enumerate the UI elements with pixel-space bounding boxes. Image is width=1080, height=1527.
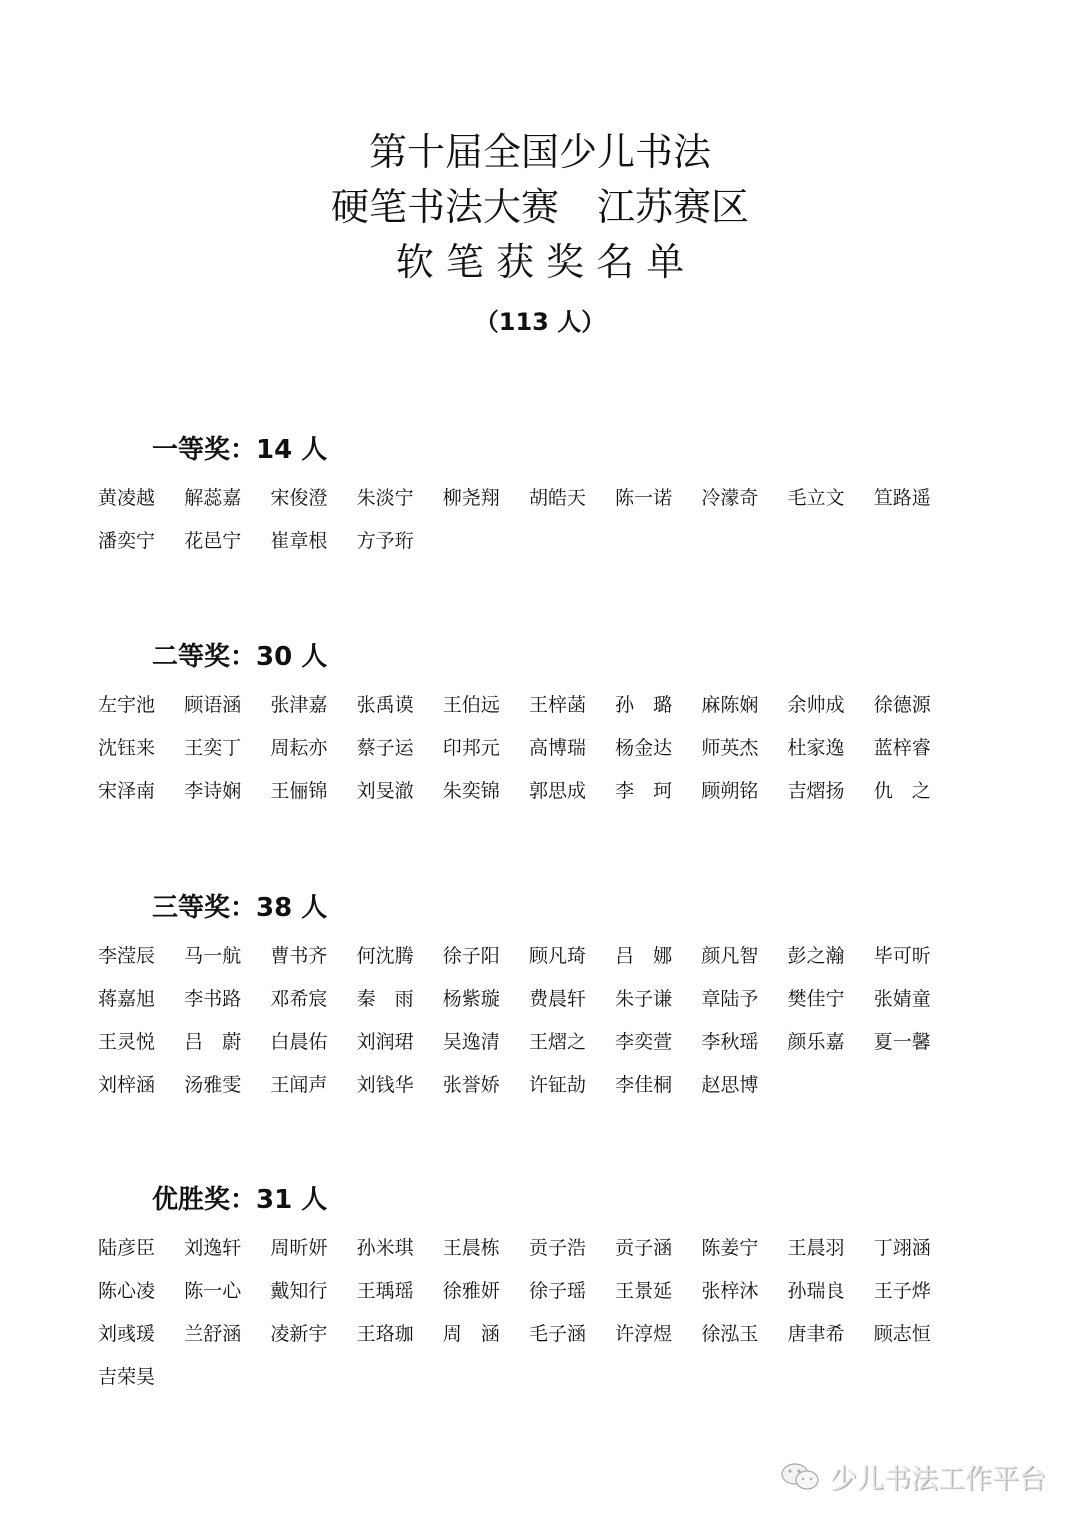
section-heading: 三等奖：38 人 <box>152 893 328 923</box>
name-list <box>98 486 998 572</box>
title-line-1: 第十届全国少儿书法 <box>368 130 711 174</box>
winner-name: 吕 娜 <box>615 945 673 967</box>
winner-name: 吕 蔚 <box>184 1031 242 1053</box>
winner-name: 李书路 <box>184 988 242 1010</box>
winner-name: 许淳煜 <box>615 1323 673 1345</box>
name-row <box>98 779 998 822</box>
winner-name: 顾志恒 <box>873 1323 931 1345</box>
name-row <box>98 486 998 529</box>
winner-name: 蒋嘉旭 <box>98 988 156 1010</box>
title-line-2: 硬笔书法大赛 江苏赛区 <box>330 185 749 229</box>
winner-name: 彭之瀚 <box>787 945 845 967</box>
winner-name: 潘奕宁 <box>98 530 156 552</box>
winner-name: 刘梓涵 <box>98 1074 156 1096</box>
winner-name: 徐德源 <box>873 694 931 716</box>
winner-name: 顾语涵 <box>184 694 242 716</box>
name-row <box>98 693 998 736</box>
winner-name: 吉荣昊 <box>98 1366 156 1388</box>
winner-name: 王奕丁 <box>184 737 242 759</box>
winner-name: 何沈腾 <box>356 945 414 967</box>
winner-name: 王景延 <box>615 1280 673 1302</box>
winner-name: 师英杰 <box>701 737 759 759</box>
winner-name: 张津嘉 <box>270 694 328 716</box>
winner-name: 宋俊澄 <box>270 487 328 509</box>
winner-name: 李佳桐 <box>615 1074 673 1096</box>
winner-name: 贡子浩 <box>528 1237 586 1259</box>
winner-name: 王梓菡 <box>528 694 586 716</box>
name-row <box>98 529 998 572</box>
winner-name: 徐子阳 <box>442 945 500 967</box>
winner-name: 花邑宁 <box>184 530 242 552</box>
winner-name: 刘旻澈 <box>356 780 414 802</box>
title-line-3: 软 笔 获 奖 名 单 <box>395 240 685 284</box>
winner-name: 朱奕锦 <box>442 780 500 802</box>
winner-name: 印邦元 <box>442 737 500 759</box>
winner-name: 王熠之 <box>528 1031 586 1053</box>
winner-name: 郭思成 <box>528 780 586 802</box>
winner-name: 孙 璐 <box>615 694 673 716</box>
winner-name: 黄凌越 <box>98 487 156 509</box>
winner-name: 孙瑞良 <box>787 1280 845 1302</box>
winner-name: 戴知行 <box>270 1280 328 1302</box>
winner-name: 刘彧瑗 <box>98 1323 156 1345</box>
winner-name: 颜乐嘉 <box>787 1031 845 1053</box>
winner-name: 曹书齐 <box>270 945 328 967</box>
winner-name: 白晨佑 <box>270 1031 328 1053</box>
winner-name: 张梓沐 <box>701 1280 759 1302</box>
winner-name: 高博瑞 <box>528 737 586 759</box>
winner-name: 樊佳宁 <box>787 988 845 1010</box>
winner-name: 冷濛奇 <box>701 487 759 509</box>
winner-name: 胡皓天 <box>528 487 586 509</box>
winner-name: 宋泽南 <box>98 780 156 802</box>
winner-name: 刘钱华 <box>356 1074 414 1096</box>
winner-name: 章陆予 <box>701 988 759 1010</box>
winner-name: 李诗娴 <box>184 780 242 802</box>
winner-name: 夏一馨 <box>873 1031 931 1053</box>
winner-name: 刘逸轩 <box>184 1237 242 1259</box>
winner-name: 柳尧翔 <box>442 487 500 509</box>
winner-name: 麻陈娴 <box>701 694 759 716</box>
winner-name: 许钲劼 <box>528 1074 586 1096</box>
winner-name: 笪路遥 <box>873 487 931 509</box>
winner-name: 毛子涵 <box>528 1323 586 1345</box>
winner-name: 张禹谟 <box>356 694 414 716</box>
winner-name: 毛立文 <box>787 487 845 509</box>
winner-name: 王晨羽 <box>787 1237 845 1259</box>
winner-name: 顾朔铭 <box>701 780 759 802</box>
winner-name: 赵思博 <box>701 1074 759 1096</box>
winner-name: 顾凡琦 <box>528 945 586 967</box>
winner-name: 崔章根 <box>270 530 328 552</box>
winner-name: 孙米琪 <box>356 1237 414 1259</box>
winner-name: 汤雅雯 <box>184 1074 242 1096</box>
winner-name: 杨金达 <box>615 737 673 759</box>
winner-name: 张誉娇 <box>442 1074 500 1096</box>
name-list <box>98 1236 998 1408</box>
winner-name: 左宇池 <box>98 694 156 716</box>
winner-name: 陆彦臣 <box>98 1237 156 1259</box>
winner-name: 张婧童 <box>873 988 931 1010</box>
winner-name: 丁翊涵 <box>873 1237 931 1259</box>
section-heading: 优胜奖：31 人 <box>152 1185 328 1215</box>
winner-name: 刘润珺 <box>356 1031 414 1053</box>
name-row <box>98 1365 998 1408</box>
winner-name: 贡子涵 <box>615 1237 673 1259</box>
winner-name: 周昕妍 <box>270 1237 328 1259</box>
winner-name: 仇 之 <box>873 780 931 802</box>
winner-name: 李奕萱 <box>615 1031 673 1053</box>
winner-name: 杜家逸 <box>787 737 845 759</box>
winner-name: 杨紫璇 <box>442 988 500 1010</box>
name-row <box>98 1073 998 1116</box>
name-row <box>98 1236 998 1279</box>
name-row <box>98 1322 998 1365</box>
name-list <box>98 944 998 1116</box>
winner-name: 余帅成 <box>787 694 845 716</box>
winner-name: 朱子谦 <box>615 988 673 1010</box>
winner-name: 李 珂 <box>615 780 673 802</box>
winner-name: 徐雅妍 <box>442 1280 500 1302</box>
name-row <box>98 1030 998 1073</box>
winner-name: 周 涵 <box>442 1323 500 1345</box>
winner-name: 兰舒涵 <box>184 1323 242 1345</box>
watermark-text: 少儿书法工作平台 <box>830 1464 1046 1495</box>
winner-name: 王灵悦 <box>98 1031 156 1053</box>
winner-name: 王晨栋 <box>442 1237 500 1259</box>
name-row <box>98 987 998 1030</box>
winner-name: 秦 雨 <box>356 988 414 1010</box>
winner-name: 吴逸清 <box>442 1031 500 1053</box>
winner-name: 蔡子运 <box>356 737 414 759</box>
winner-name: 马一航 <box>184 945 242 967</box>
winner-name: 李秋瑶 <box>701 1031 759 1053</box>
winner-name: 毕可昕 <box>873 945 931 967</box>
winner-name: 王闻声 <box>270 1074 328 1096</box>
winner-name: 陈姜宁 <box>701 1237 759 1259</box>
name-row <box>98 1279 998 1322</box>
winner-name: 陈心凌 <box>98 1280 156 1302</box>
name-row <box>98 944 998 987</box>
winner-name: 陈一诺 <box>615 487 673 509</box>
name-row <box>98 736 998 779</box>
winner-name: 朱淡宁 <box>356 487 414 509</box>
winner-name: 陈一心 <box>184 1280 242 1302</box>
winner-name: 周耘亦 <box>270 737 328 759</box>
winner-name: 王子烨 <box>873 1280 931 1302</box>
winner-name: 王珞珈 <box>356 1323 414 1345</box>
watermark <box>780 1457 1046 1496</box>
winner-name: 颜凡智 <box>701 945 759 967</box>
winner-name: 凌新宇 <box>270 1323 328 1345</box>
winner-name: 王瑀瑶 <box>356 1280 414 1302</box>
winner-name: 吉熠扬 <box>787 780 845 802</box>
winner-name: 邓希宸 <box>270 988 328 1010</box>
winner-name: 徐泓玉 <box>701 1323 759 1345</box>
name-list <box>98 693 998 822</box>
winner-name: 徐子瑶 <box>528 1280 586 1302</box>
winner-name: 费晨轩 <box>528 988 586 1010</box>
winner-name: 沈钰来 <box>98 737 156 759</box>
section-heading: 一等奖：14 人 <box>152 435 328 465</box>
winner-name: 解蕊嘉 <box>184 487 242 509</box>
winner-name: 唐聿希 <box>787 1323 845 1345</box>
winner-name: 李滢辰 <box>98 945 156 967</box>
winner-name: 方予珩 <box>356 530 414 552</box>
winner-name: 王俪锦 <box>270 780 328 802</box>
total-count: （113 人） <box>474 308 606 336</box>
winner-name: 蓝梓睿 <box>873 737 931 759</box>
wechat-icon <box>780 1462 822 1492</box>
document-title-block <box>0 125 1080 342</box>
section-heading: 二等奖：30 人 <box>152 642 328 672</box>
winner-name: 王伯远 <box>442 694 500 716</box>
